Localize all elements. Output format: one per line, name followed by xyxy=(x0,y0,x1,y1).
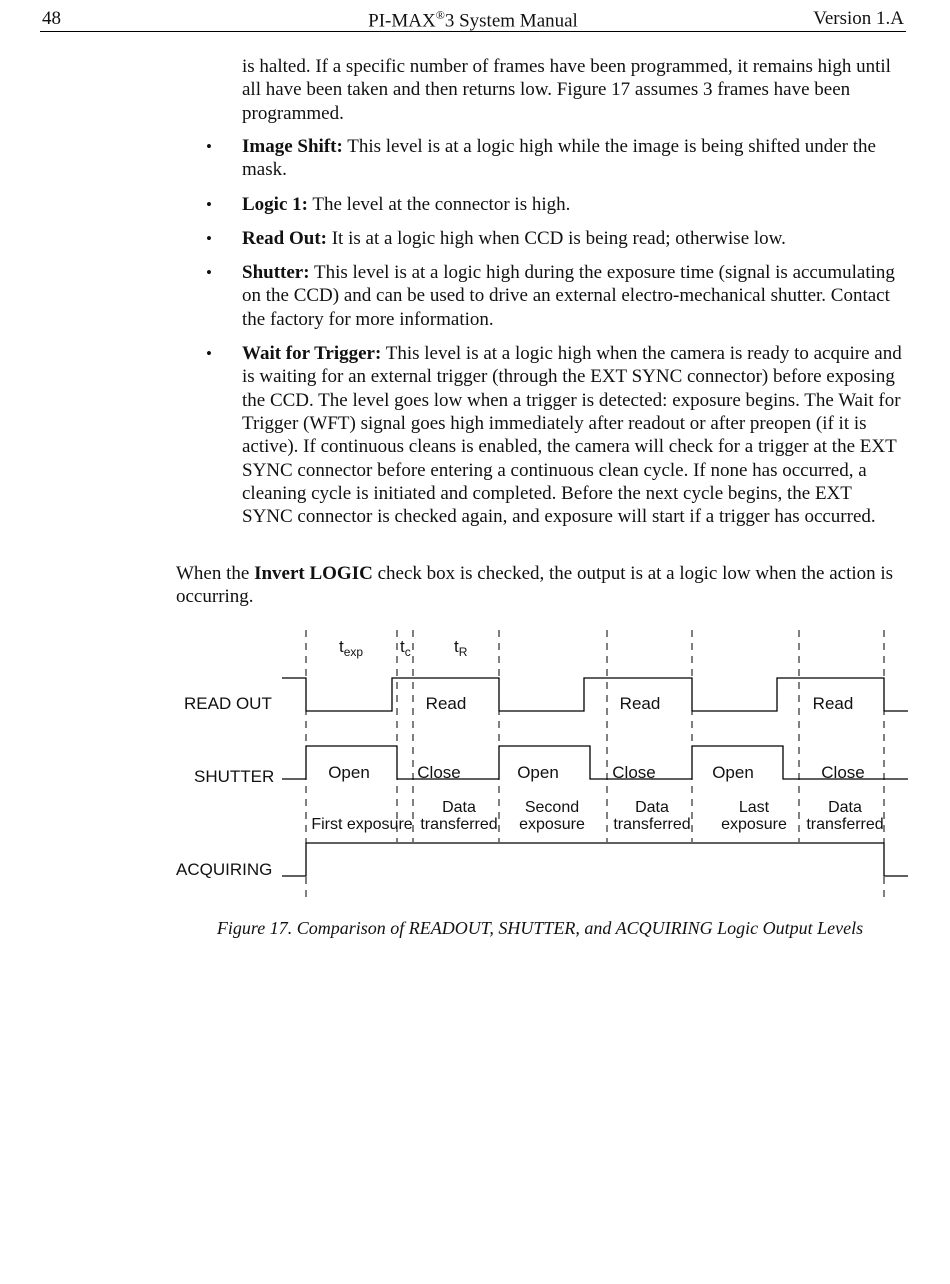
phase-label: transferred xyxy=(806,816,884,833)
t-exp-label: $t_{exp}$ xyxy=(339,637,364,659)
phase-label: Data xyxy=(635,799,669,816)
phase-label: Data xyxy=(828,799,862,816)
phase-label: exposure xyxy=(721,816,787,833)
shutter-close-label: Close xyxy=(417,763,461,782)
acquiring-waveform xyxy=(282,843,908,876)
list-item xyxy=(206,342,906,528)
t-r-label: $t_R$ xyxy=(454,637,468,659)
bullet-icon: • xyxy=(206,228,212,248)
closing-text-start: When the xyxy=(176,563,255,584)
phase-label: transferred xyxy=(420,816,498,833)
phase-label: exposure xyxy=(519,816,585,833)
timing-diagram xyxy=(0,620,950,910)
read-label: Read xyxy=(812,694,854,713)
bullet-icon: • xyxy=(206,344,212,364)
bullet-term: Shutter: xyxy=(242,262,310,284)
bullet-icon: • xyxy=(206,263,212,283)
phase-label: Last xyxy=(738,799,770,816)
intro-paragraph: is halted. If a specific number of frames have been programmed, it remains high until all have been taken and then returns low. Figure 17 assumes 3 frames have been programmed. xyxy=(242,56,891,124)
list-item xyxy=(206,227,906,250)
guide-lines xyxy=(306,630,884,902)
invert-logic-paragraph xyxy=(176,562,896,609)
bullet-term: Wait for Trigger: xyxy=(242,343,382,365)
t-c-label: $t_c$ xyxy=(400,637,411,659)
read-label: Read xyxy=(619,694,661,713)
version-label: Version 1.A xyxy=(813,8,904,29)
page-header xyxy=(40,6,906,32)
bullet-icon: • xyxy=(206,194,212,214)
list-item xyxy=(206,261,906,331)
closing-text-end: check box is checked, the output is at a logic low when the action is occurring. xyxy=(176,563,894,608)
bullet-text: This level is at a logic high when the camera is ready to acquire and is waiting for an external trigger (through the EXT SYNC connector) before exposing the CCD. The level goes low when a trigger is detected: exposure begins. The Wait for Trigger (WFT) signal goes high immediately after readout or after preopen (if it is active). If continuous cleans is enabled, the camera will check for a trigger at the EXT SYNC connector before entering a continuous clean cycle. If none has occurred, a cleaning cycle is initiated and completed. Before the next cycle begins, the EXT SYNC connector is checked again, and exposure will start if a trigger has occurred. xyxy=(242,343,902,528)
shutter-close-label: Close xyxy=(612,763,656,782)
bullet-term: Image Shift: xyxy=(242,136,343,157)
bullet-text: This level is at a logic high during the exposure time (signal is accumulating on the CCD) and can be used to drive an external electro-mechanical shutter. Contact the factory for more information. xyxy=(242,262,895,330)
page-number: 48 xyxy=(42,8,61,29)
shutter-close-label: Close xyxy=(821,763,865,782)
bullet-text: This level is at a logic high while the image is being shifted under the mask. xyxy=(242,136,876,181)
manual-title xyxy=(40,8,906,32)
title-prefix: PI-MAX xyxy=(368,10,436,32)
invert-logic-term: Invert LOGIC xyxy=(254,563,373,584)
title-suffix: 3 System Manual xyxy=(444,10,578,32)
bullet-term: Logic 1: xyxy=(242,193,308,215)
shutter-signal-label: SHUTTER xyxy=(194,767,275,786)
acquiring-signal-label: ACQUIRING xyxy=(176,860,273,879)
signal-definition-list xyxy=(206,135,906,539)
phase-label: transferred xyxy=(613,816,691,833)
readout-signal-label: READ OUT xyxy=(184,694,272,713)
read-label: Read xyxy=(425,694,467,713)
shutter-open-label: Open xyxy=(712,763,754,782)
registered-mark: ® xyxy=(435,8,445,22)
shutter-waveform xyxy=(282,746,908,779)
phase-label: Data xyxy=(442,799,476,816)
list-item xyxy=(206,135,906,182)
shutter-open-label: Open xyxy=(517,763,559,782)
bullet-text: It is at a logic high when CCD is being read; otherwise low. xyxy=(326,227,786,249)
phase-label: First exposure xyxy=(311,816,413,833)
bullet-icon: • xyxy=(206,137,212,156)
phase-label: Second xyxy=(524,799,580,816)
bullet-text: The level at the connector is high. xyxy=(307,193,571,215)
bullet-term: Read Out: xyxy=(242,227,327,249)
shutter-open-label: Open xyxy=(328,763,370,782)
figure-caption: Figure 17. Comparison of READOUT, SHUTTER, and ACQUIRING Logic Output Levels xyxy=(216,918,864,938)
list-item xyxy=(206,193,906,216)
